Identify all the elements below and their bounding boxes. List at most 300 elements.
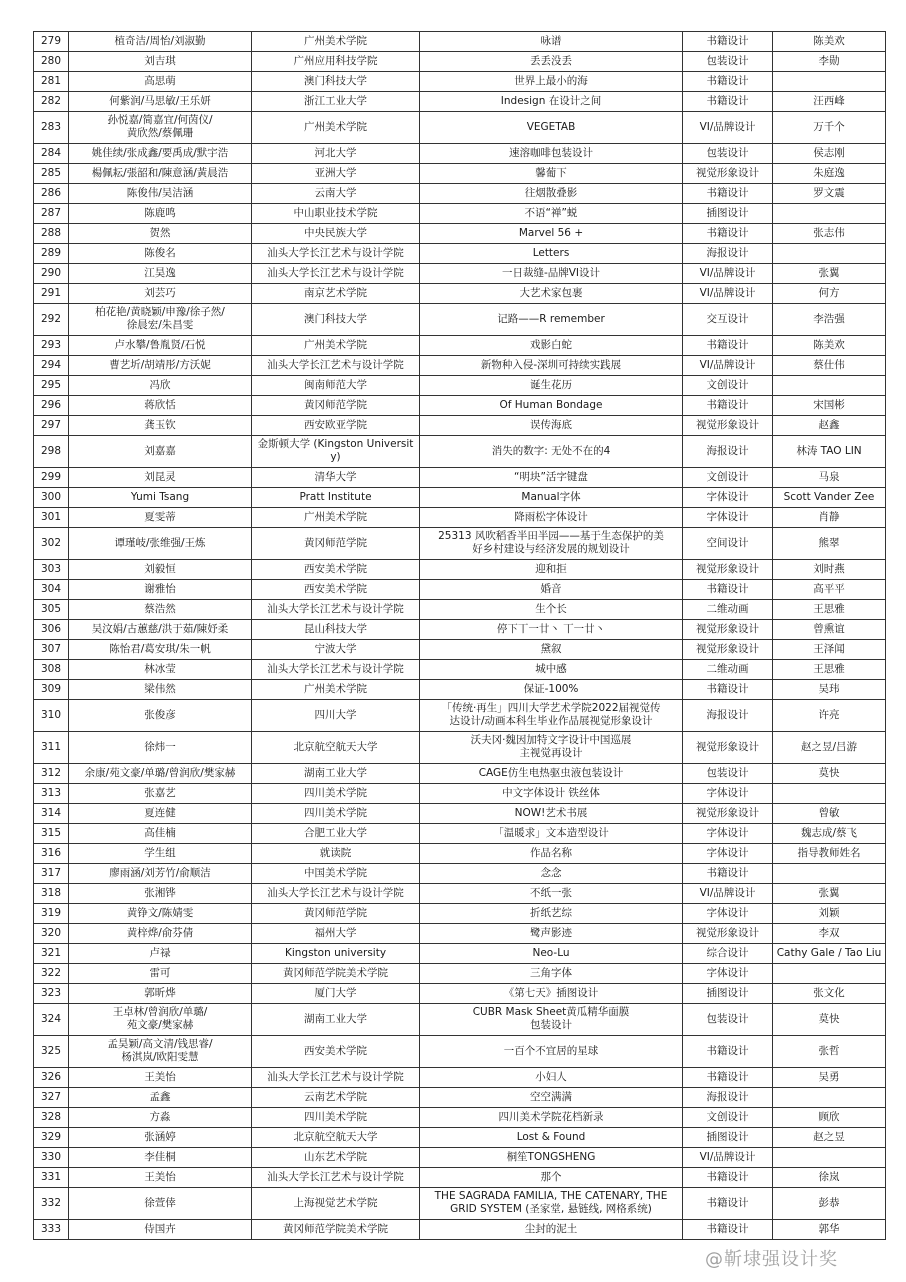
student-names-cell: 谢雅怡 <box>69 580 252 600</box>
school-name-cell: 汕头大学长江艺术与设计学院 <box>252 1168 420 1188</box>
entry-number-cell: 319 <box>34 904 69 924</box>
mentor-name-cell: 陈美欢 <box>773 32 886 52</box>
entry-number-cell: 333 <box>34 1220 69 1240</box>
category-cell: 书籍设计 <box>683 680 773 700</box>
category-cell: 交互设计 <box>683 304 773 336</box>
student-names-cell: 卢水攀/鲁胤贤/石悦 <box>69 336 252 356</box>
mentor-name-cell: Scott Vander Zee <box>773 488 886 508</box>
work-title-cell: 不纸一张 <box>420 884 683 904</box>
work-title-cell: 黛叙 <box>420 640 683 660</box>
school-name-cell: 四川美术学院 <box>252 804 420 824</box>
school-name-cell: 黄冈师范学院 <box>252 904 420 924</box>
mentor-name-cell: 宋国彬 <box>773 396 886 416</box>
student-names-cell: 侍国卉 <box>69 1220 252 1240</box>
student-names-cell: 冯欣 <box>69 376 252 396</box>
mentor-name-cell: 何方 <box>773 284 886 304</box>
mentor-name-cell: 李勋 <box>773 52 886 72</box>
category-cell: 视觉形象设计 <box>683 620 773 640</box>
mentor-name-cell: 赵之昱 <box>773 1128 886 1148</box>
work-title-cell: 速溶咖啡包装设计 <box>420 144 683 164</box>
student-names-cell: 学生组 <box>69 844 252 864</box>
mentor-name-cell: 吴勇 <box>773 1068 886 1088</box>
table-row <box>34 680 886 700</box>
work-title-cell: 沃夫冈·魏因加特文字设计中国巡展 主视觉再设计 <box>420 732 683 764</box>
school-name-cell: 汕头大学长江艺术与设计学院 <box>252 244 420 264</box>
work-title-cell: 往烟散叠影 <box>420 184 683 204</box>
category-cell: 二维动画 <box>683 660 773 680</box>
entry-number-cell: 283 <box>34 112 69 144</box>
mentor-name-cell <box>773 244 886 264</box>
category-cell: 字体设计 <box>683 964 773 984</box>
mentor-name-cell: 张翼 <box>773 884 886 904</box>
work-title-cell: 咏谱 <box>420 32 683 52</box>
category-cell: 视觉形象设计 <box>683 416 773 436</box>
category-cell: 文创设计 <box>683 468 773 488</box>
student-names-cell: 张湘铧 <box>69 884 252 904</box>
student-names-cell: 卢禄 <box>69 944 252 964</box>
school-name-cell: 昆山科技大学 <box>252 620 420 640</box>
work-title-cell: 一日裁缝-品牌VI设计 <box>420 264 683 284</box>
category-cell: 插图设计 <box>683 984 773 1004</box>
entry-number-cell: 279 <box>34 32 69 52</box>
category-cell: 视觉形象设计 <box>683 732 773 764</box>
work-title-cell: 婚音 <box>420 580 683 600</box>
school-name-cell: 厦门大学 <box>252 984 420 1004</box>
category-cell: 书籍设计 <box>683 580 773 600</box>
table-row <box>34 660 886 680</box>
mentor-name-cell: 许亮 <box>773 700 886 732</box>
entry-number-cell: 313 <box>34 784 69 804</box>
mentor-name-cell: 刘时燕 <box>773 560 886 580</box>
school-name-cell: 西安美术学院 <box>252 1036 420 1068</box>
entry-number-cell: 290 <box>34 264 69 284</box>
entry-number-cell: 318 <box>34 884 69 904</box>
watermark-text: @靳埭强设计奖 <box>705 1249 838 1270</box>
table-row <box>34 436 886 468</box>
mentor-name-cell: 蔡仕伟 <box>773 356 886 376</box>
category-cell: 书籍设计 <box>683 1068 773 1088</box>
category-cell: 字体设计 <box>683 508 773 528</box>
mentor-name-cell: 指导教师姓名 <box>773 844 886 864</box>
mentor-name-cell: 魏志成/蔡飞 <box>773 824 886 844</box>
student-names-cell: 刘吉琪 <box>69 52 252 72</box>
table-row <box>34 244 886 264</box>
mentor-name-cell: 马泉 <box>773 468 886 488</box>
entry-number-cell: 287 <box>34 204 69 224</box>
entry-number-cell: 330 <box>34 1148 69 1168</box>
student-names-cell: 余康/苑文豪/单璐/曾润欣/樊家赫 <box>69 764 252 784</box>
student-names-cell: 王美怡 <box>69 1068 252 1088</box>
school-name-cell: 福州大学 <box>252 924 420 944</box>
work-title-cell: 一百个不宜居的星球 <box>420 1036 683 1068</box>
mentor-name-cell: 赵之昱/吕游 <box>773 732 886 764</box>
entry-number-cell: 321 <box>34 944 69 964</box>
mentor-name-cell: 汪西峰 <box>773 92 886 112</box>
category-cell: 书籍设计 <box>683 336 773 356</box>
student-names-cell: 刘嘉嘉 <box>69 436 252 468</box>
category-cell: 视觉形象设计 <box>683 804 773 824</box>
school-name-cell: Pratt Institute <box>252 488 420 508</box>
entry-number-cell: 280 <box>34 52 69 72</box>
category-cell: 文创设计 <box>683 376 773 396</box>
table-row <box>34 488 886 508</box>
work-title-cell: NOW!艺术书展 <box>420 804 683 824</box>
category-cell: 书籍设计 <box>683 92 773 112</box>
category-cell: 二维动画 <box>683 600 773 620</box>
work-title-cell: 诞生花历 <box>420 376 683 396</box>
school-name-cell: Kingston university <box>252 944 420 964</box>
entry-number-cell: 297 <box>34 416 69 436</box>
school-name-cell: 中山职业技术学院 <box>252 204 420 224</box>
table-row <box>34 804 886 824</box>
table-row <box>34 600 886 620</box>
mentor-name-cell: 郭华 <box>773 1220 886 1240</box>
entry-number-cell: 331 <box>34 1168 69 1188</box>
entry-number-cell: 309 <box>34 680 69 700</box>
table-row <box>34 560 886 580</box>
entry-number-cell: 329 <box>34 1128 69 1148</box>
school-name-cell: 黄冈师范学院美术学院 <box>252 964 420 984</box>
mentor-name-cell: 李双 <box>773 924 886 944</box>
student-names-cell: 张涵婷 <box>69 1128 252 1148</box>
work-title-cell: 停下丅一廿丶 丅一廿丶 <box>420 620 683 640</box>
student-names-cell: 廖雨涵/刘芳竹/俞顺洁 <box>69 864 252 884</box>
school-name-cell: 浙江工业大学 <box>252 92 420 112</box>
work-title-cell: 桐笙TONGSHENG <box>420 1148 683 1168</box>
student-names-cell: 张嘉艺 <box>69 784 252 804</box>
entry-number-cell: 304 <box>34 580 69 600</box>
school-name-cell: 北京航空航天大学 <box>252 1128 420 1148</box>
category-cell: 字体设计 <box>683 488 773 508</box>
table-row <box>34 944 886 964</box>
entry-number-cell: 296 <box>34 396 69 416</box>
school-name-cell: 北京航空航天大学 <box>252 732 420 764</box>
entry-number-cell: 282 <box>34 92 69 112</box>
table-row <box>34 824 886 844</box>
results-table-body <box>34 32 886 1240</box>
table-row <box>34 416 886 436</box>
student-names-cell: 李佳桐 <box>69 1148 252 1168</box>
mentor-name-cell: 莫快 <box>773 764 886 784</box>
work-title-cell: 小妇人 <box>420 1068 683 1088</box>
category-cell: 插图设计 <box>683 1128 773 1148</box>
student-names-cell: 何紫润/马思敏/王乐妍 <box>69 92 252 112</box>
table-row <box>34 144 886 164</box>
mentor-name-cell: 罗文震 <box>773 184 886 204</box>
category-cell: 书籍设计 <box>683 1220 773 1240</box>
entry-number-cell: 323 <box>34 984 69 1004</box>
category-cell: 书籍设计 <box>683 1188 773 1220</box>
category-cell: 视觉形象设计 <box>683 924 773 944</box>
table-row <box>34 1220 886 1240</box>
school-name-cell: 汕头大学长江艺术与设计学院 <box>252 660 420 680</box>
mentor-name-cell: 王思雅 <box>773 660 886 680</box>
category-cell: 书籍设计 <box>683 184 773 204</box>
student-names-cell: 陈怡君/葛安琪/朱一帆 <box>69 640 252 660</box>
school-name-cell: 广州应用科技学院 <box>252 52 420 72</box>
category-cell: VI/品牌设计 <box>683 356 773 376</box>
work-title-cell: Letters <box>420 244 683 264</box>
work-title-cell: 四川美术学院花档新录 <box>420 1108 683 1128</box>
entry-number-cell: 324 <box>34 1004 69 1036</box>
mentor-name-cell: 顾欣 <box>773 1108 886 1128</box>
school-name-cell: 汕头大学长江艺术与设计学院 <box>252 264 420 284</box>
entry-number-cell: 316 <box>34 844 69 864</box>
work-title-cell: 作品名称 <box>420 844 683 864</box>
school-name-cell: 清华大学 <box>252 468 420 488</box>
mentor-name-cell <box>773 864 886 884</box>
category-cell: 书籍设计 <box>683 1036 773 1068</box>
table-row <box>34 356 886 376</box>
student-names-cell: 高佳楠 <box>69 824 252 844</box>
category-cell: 书籍设计 <box>683 32 773 52</box>
student-names-cell: 曹艺圻/胡靖彤/方沃妮 <box>69 356 252 376</box>
work-title-cell: Manual字体 <box>420 488 683 508</box>
work-title-cell: 鹭声影迹 <box>420 924 683 944</box>
category-cell: 综合设计 <box>683 944 773 964</box>
school-name-cell: 西安美术学院 <box>252 560 420 580</box>
school-name-cell: 广州美术学院 <box>252 680 420 700</box>
mentor-name-cell: 莫快 <box>773 1004 886 1036</box>
student-names-cell: 黄铮文/陈婧雯 <box>69 904 252 924</box>
table-row <box>34 620 886 640</box>
school-name-cell: 合肥工业大学 <box>252 824 420 844</box>
category-cell: 海报设计 <box>683 1088 773 1108</box>
table-row <box>34 204 886 224</box>
work-title-cell: 大艺术家包裹 <box>420 284 683 304</box>
work-title-cell: 消失的数字: 无处不在的4 <box>420 436 683 468</box>
category-cell: 文创设计 <box>683 1108 773 1128</box>
school-name-cell: 南京艺术学院 <box>252 284 420 304</box>
work-title-cell: 「温暖求」文本造型设计 <box>420 824 683 844</box>
table-row <box>34 700 886 732</box>
table-row <box>34 964 886 984</box>
work-title-cell: 不语“禅”蜕 <box>420 204 683 224</box>
entry-number-cell: 288 <box>34 224 69 244</box>
mentor-name-cell: 王思雅 <box>773 600 886 620</box>
school-name-cell: 山东艺术学院 <box>252 1148 420 1168</box>
table-row <box>34 1068 886 1088</box>
entry-number-cell: 289 <box>34 244 69 264</box>
table-row <box>34 732 886 764</box>
table-row <box>34 336 886 356</box>
school-name-cell: 黄冈师范学院美术学院 <box>252 1220 420 1240</box>
mentor-name-cell: 刘颖 <box>773 904 886 924</box>
table-row <box>34 1036 886 1068</box>
category-cell: 包装设计 <box>683 1004 773 1036</box>
category-cell: 海报设计 <box>683 436 773 468</box>
table-row <box>34 1128 886 1148</box>
work-title-cell: Indesign 在设计之间 <box>420 92 683 112</box>
student-names-cell: 龚玉钦 <box>69 416 252 436</box>
student-names-cell: 陈鹿鸣 <box>69 204 252 224</box>
category-cell: 包装设计 <box>683 764 773 784</box>
table-row <box>34 1168 886 1188</box>
entry-number-cell: 294 <box>34 356 69 376</box>
table-row <box>34 1088 886 1108</box>
student-names-cell: 徐炜一 <box>69 732 252 764</box>
category-cell: 海报设计 <box>683 244 773 264</box>
entry-number-cell: 302 <box>34 528 69 560</box>
category-cell: VI/品牌设计 <box>683 264 773 284</box>
table-row <box>34 92 886 112</box>
school-name-cell: 河北大学 <box>252 144 420 164</box>
student-names-cell: 黄梓烨/俞芬倩 <box>69 924 252 944</box>
entry-number-cell: 308 <box>34 660 69 680</box>
category-cell: 包装设计 <box>683 52 773 72</box>
school-name-cell: 云南大学 <box>252 184 420 204</box>
mentor-name-cell: 朱庭逸 <box>773 164 886 184</box>
category-cell: 字体设计 <box>683 844 773 864</box>
student-names-cell: 蒋欣恬 <box>69 396 252 416</box>
work-title-cell: “明块”活字键盘 <box>420 468 683 488</box>
mentor-name-cell: 吴玮 <box>773 680 886 700</box>
table-row <box>34 508 886 528</box>
table-row <box>34 1108 886 1128</box>
student-names-cell: 林冰莹 <box>69 660 252 680</box>
work-title-cell: 记路——R remember <box>420 304 683 336</box>
work-title-cell: 中文字体设计 铁丝体 <box>420 784 683 804</box>
school-name-cell: 汕头大学长江艺术与设计学院 <box>252 884 420 904</box>
work-title-cell: Neo-Lu <box>420 944 683 964</box>
entry-number-cell: 312 <box>34 764 69 784</box>
student-names-cell: 雷可 <box>69 964 252 984</box>
mentor-name-cell: 张志伟 <box>773 224 886 244</box>
student-names-cell: 贺然 <box>69 224 252 244</box>
mentor-name-cell: 曾熏谊 <box>773 620 886 640</box>
table-row <box>34 1148 886 1168</box>
work-title-cell: 迎和拒 <box>420 560 683 580</box>
student-names-cell: 夏雯蒂 <box>69 508 252 528</box>
student-names-cell: 徐萱倖 <box>69 1188 252 1220</box>
mentor-name-cell <box>773 72 886 92</box>
school-name-cell: 四川美术学院 <box>252 1108 420 1128</box>
school-name-cell: 湖南工业大学 <box>252 1004 420 1036</box>
entry-number-cell: 281 <box>34 72 69 92</box>
student-names-cell: 孟昊颖/高文清/钱思睿/ 杨淇岚/欧阳雯慧 <box>69 1036 252 1068</box>
category-cell: 包装设计 <box>683 144 773 164</box>
entry-number-cell: 320 <box>34 924 69 944</box>
table-row <box>34 924 886 944</box>
mentor-name-cell <box>773 204 886 224</box>
table-row <box>34 112 886 144</box>
table-row <box>34 640 886 660</box>
entry-number-cell: 310 <box>34 700 69 732</box>
entry-number-cell: 327 <box>34 1088 69 1108</box>
school-name-cell: 汕头大学长江艺术与设计学院 <box>252 356 420 376</box>
school-name-cell: 就读院 <box>252 844 420 864</box>
work-title-cell: 《第七天》插图设计 <box>420 984 683 1004</box>
category-cell: 书籍设计 <box>683 396 773 416</box>
school-name-cell: 澳门科技大学 <box>252 72 420 92</box>
school-name-cell: 西安欧亚学院 <box>252 416 420 436</box>
mentor-name-cell <box>773 964 886 984</box>
work-title-cell: 尘封的泥土 <box>420 1220 683 1240</box>
student-names-cell: 高思萌 <box>69 72 252 92</box>
student-names-cell: 陈俊名 <box>69 244 252 264</box>
entry-number-cell: 314 <box>34 804 69 824</box>
entry-number-cell: 326 <box>34 1068 69 1088</box>
table-row <box>34 164 886 184</box>
school-name-cell: 澳门科技大学 <box>252 304 420 336</box>
school-name-cell: 四川大学 <box>252 700 420 732</box>
school-name-cell: 黄冈师范学院 <box>252 396 420 416</box>
table-row <box>34 784 886 804</box>
school-name-cell: 汕头大学长江艺术与设计学院 <box>252 1068 420 1088</box>
student-names-cell: 夏连健 <box>69 804 252 824</box>
table-row <box>34 72 886 92</box>
school-name-cell: 广州美术学院 <box>252 32 420 52</box>
table-row <box>34 468 886 488</box>
school-name-cell: 中央民族大学 <box>252 224 420 244</box>
table-row <box>34 284 886 304</box>
work-title-cell: CAGE仿生电热驱虫液包装设计 <box>420 764 683 784</box>
mentor-name-cell <box>773 784 886 804</box>
work-title-cell: 折纸艺综 <box>420 904 683 924</box>
table-row <box>34 32 886 52</box>
table-row <box>34 764 886 784</box>
mentor-name-cell: 张哲 <box>773 1036 886 1068</box>
entry-number-cell: 292 <box>34 304 69 336</box>
work-title-cell: 三角字体 <box>420 964 683 984</box>
student-names-cell: 刘毅恒 <box>69 560 252 580</box>
student-names-cell: 蔡浩然 <box>69 600 252 620</box>
student-names-cell: 植奇洁/周怡/刘淑勤 <box>69 32 252 52</box>
work-title-cell: Marvel 56 + <box>420 224 683 244</box>
results-table-container <box>33 31 885 1240</box>
work-title-cell: 空空满满 <box>420 1088 683 1108</box>
table-row <box>34 1004 886 1036</box>
category-cell: 视觉形象设计 <box>683 640 773 660</box>
table-row <box>34 184 886 204</box>
entry-number-cell: 286 <box>34 184 69 204</box>
table-row <box>34 264 886 284</box>
student-names-cell: 刘昆灵 <box>69 468 252 488</box>
table-row <box>34 904 886 924</box>
category-cell: 书籍设计 <box>683 864 773 884</box>
student-names-cell: 王卓林/曾润欣/单璐/ 苑文豪/樊家赫 <box>69 1004 252 1036</box>
mentor-name-cell: 彭恭 <box>773 1188 886 1220</box>
work-title-cell: 误传海底 <box>420 416 683 436</box>
student-names-cell: 谭瑾岐/张维强/王炼 <box>69 528 252 560</box>
school-name-cell: 宁波大学 <box>252 640 420 660</box>
table-row <box>34 396 886 416</box>
category-cell: 视觉形象设计 <box>683 164 773 184</box>
student-names-cell: 郭昕烨 <box>69 984 252 1004</box>
work-title-cell: CUBR Mask Sheet黄瓜精华面膜 包装设计 <box>420 1004 683 1036</box>
work-title-cell: 戏影白蛇 <box>420 336 683 356</box>
student-names-cell: 刘芸巧 <box>69 284 252 304</box>
work-title-cell: 念念 <box>420 864 683 884</box>
entry-number-cell: 332 <box>34 1188 69 1220</box>
work-title-cell: 城中感 <box>420 660 683 680</box>
mentor-name-cell: 熊翠 <box>773 528 886 560</box>
category-cell: VI/品牌设计 <box>683 884 773 904</box>
mentor-name-cell <box>773 1148 886 1168</box>
entry-number-cell: 305 <box>34 600 69 620</box>
work-title-cell: 降雨松字体设计 <box>420 508 683 528</box>
entry-number-cell: 295 <box>34 376 69 396</box>
entry-number-cell: 315 <box>34 824 69 844</box>
entry-number-cell: 301 <box>34 508 69 528</box>
mentor-name-cell: 张翼 <box>773 264 886 284</box>
work-title-cell: 25313 风吹稻香半田半园——基于生态保护的美 好乡村建设与经济发展的规划设计 <box>420 528 683 560</box>
entry-number-cell: 303 <box>34 560 69 580</box>
category-cell: 字体设计 <box>683 904 773 924</box>
work-title-cell: 馨葡下 <box>420 164 683 184</box>
entry-number-cell: 285 <box>34 164 69 184</box>
student-names-cell: 陈俊伟/吴洁涵 <box>69 184 252 204</box>
